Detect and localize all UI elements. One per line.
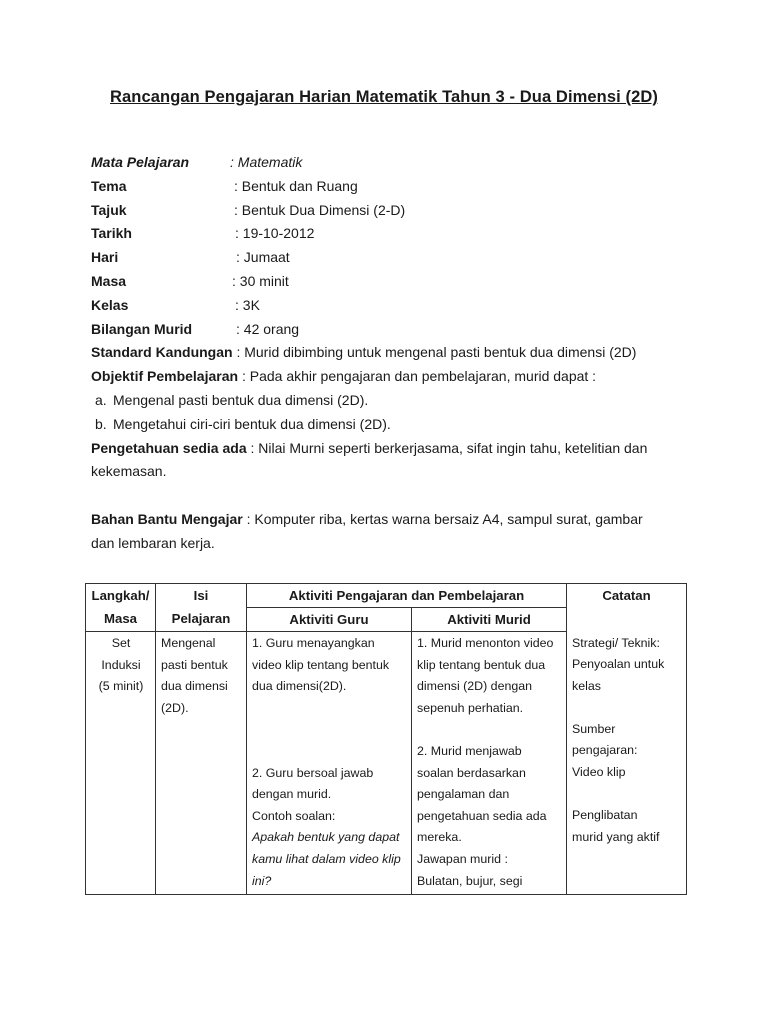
info-label: Tajuk <box>91 201 127 218</box>
info-label: Standard Kandungan <box>91 344 233 361</box>
info-value: : Komputer riba, kertas warna bersaiz A4, sampul surat, gambar dan lembaran kerja. <box>91 511 643 551</box>
info-label: Masa <box>91 272 127 289</box>
info-value: : Pada akhir pengajaran dan pembelajaran, murid dapat : <box>238 368 597 385</box>
info-value: : Jumaat <box>236 249 290 266</box>
header-aktiviti-guru: Aktiviti Guru <box>247 608 412 632</box>
info-row-bilangan-murid <box>91 318 691 342</box>
info-value: : 42 orang <box>236 320 300 337</box>
info-row-mata-pelajaran <box>91 151 691 175</box>
info-row-pengetahuan <box>91 437 651 485</box>
cell-langkah: Set Induksi (5 minit) <box>86 632 156 895</box>
info-label: Kelas <box>91 296 129 313</box>
document-title: Rancangan Pengajaran Harian Matematik Tahun 3 - Dua Dimensi (2D) <box>110 88 658 106</box>
objective-item <box>91 389 691 413</box>
info-value: : 3K <box>235 296 260 313</box>
header-aktiviti-murid: Aktiviti Murid <box>412 608 567 632</box>
info-label: Objektif Pembelajaran <box>91 368 239 385</box>
info-value: : 19-10-2012 <box>235 225 315 242</box>
cell-aktiviti-murid: 1. Murid menonton video klip tentang bentuk dua dimensi (2D) dengan sepenuh perhatian. 2. Murid menjawab soalan berdasarkan pengalaman dan pengetahuan sedia ada mereka. Jawapan murid : Bulatan, bujur, segi <box>412 632 567 895</box>
list-marker: b. <box>95 415 107 432</box>
header-text: Langkah/ <box>91 588 150 603</box>
header-catatan: Catatan <box>567 584 687 632</box>
list-marker: a. <box>95 391 107 408</box>
info-value: : Bentuk dan Ruang <box>234 177 358 194</box>
info-label: Pengetahuan sedia ada <box>91 439 247 456</box>
info-row-kelas <box>91 294 691 318</box>
objective-text: Mengenal pasti bentuk dua dimensi (2D). <box>113 391 369 408</box>
info-row-masa <box>91 270 691 294</box>
header-text: Masa <box>104 611 137 626</box>
objective-text: Mengetahui ciri-ciri bentuk dua dimensi (2D). <box>113 415 391 432</box>
header-isi <box>156 584 247 632</box>
info-row-objektif <box>91 365 691 389</box>
objective-item <box>91 413 691 437</box>
info-label: Tema <box>91 177 127 194</box>
lesson-info <box>91 151 691 556</box>
cell-catatan: Strategi/ Teknik: Penyoalan untuk kelas Sumber pengajaran: Video klip Penglibatan murid yang aktif <box>567 632 687 895</box>
info-label: Tarikh <box>91 225 132 242</box>
info-value: : Murid dibimbing untuk mengenal pasti bentuk dua dimensi (2D) <box>232 344 637 361</box>
header-text: Isi <box>193 588 209 603</box>
info-value: : Matematik <box>230 154 303 170</box>
header-aktiviti: Aktiviti Pengajaran dan Pembelajaran <box>247 584 567 608</box>
info-label: Hari <box>91 249 119 266</box>
table-header-row <box>86 584 687 608</box>
info-value: : Nilai Murni seperti berkerjasama, sifat ingin tahu, ketelitian dan kekemasan. <box>91 439 648 480</box>
info-label: Bahan Bantu Mengajar <box>91 511 243 528</box>
table-row <box>86 632 687 895</box>
info-label: Bilangan Murid <box>91 320 193 337</box>
info-row-tarikh <box>91 222 691 246</box>
info-row-bahan <box>91 508 651 556</box>
info-value: : Bentuk Dua Dimensi (2-D) <box>234 201 406 218</box>
info-row-tajuk <box>91 199 691 223</box>
cell-aktiviti-guru: 1. Guru menayangkan video klip tentang bentuk dua dimensi(2D). 2. Guru bersoal jawab dengan murid. Contoh soalan: Apakah bentuk yang dapat kamu lihat dalam video klip ini? <box>247 632 412 895</box>
info-row-standard-kandungan <box>91 341 691 365</box>
info-value: : 30 minit <box>232 272 289 289</box>
lesson-plan-table <box>85 583 687 895</box>
cell-isi: Mengenal pasti bentuk dua dimensi (2D). <box>156 632 247 895</box>
header-langkah <box>86 584 156 632</box>
info-label: Mata Pelajaran <box>91 154 190 170</box>
header-text: Pelajaran <box>171 611 231 626</box>
info-row-hari <box>91 246 691 270</box>
info-row-tema <box>91 175 691 199</box>
